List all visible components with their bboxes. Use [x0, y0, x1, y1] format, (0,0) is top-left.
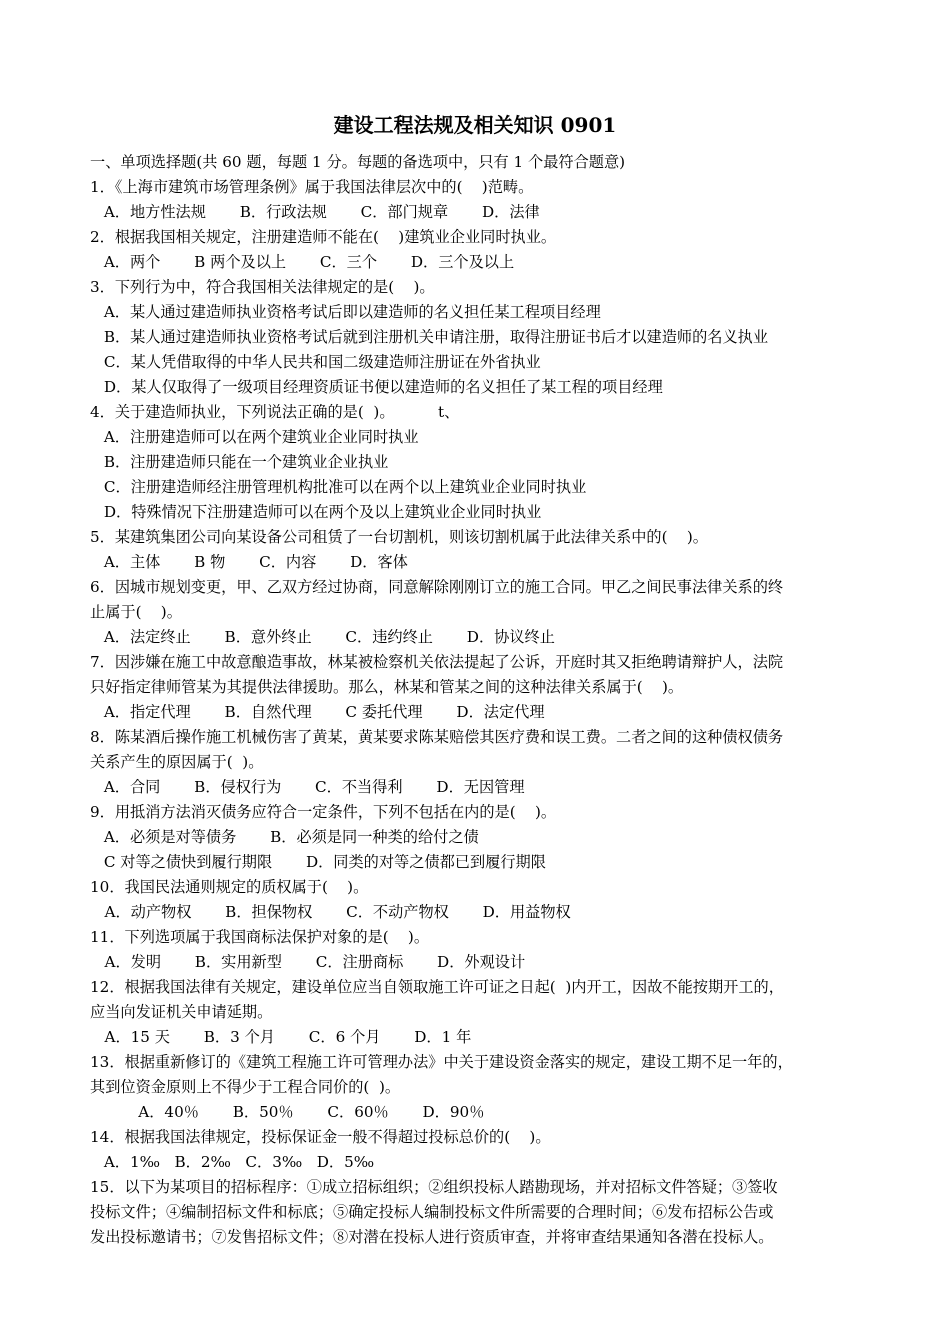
answer-option: D．特殊情况下注册建造师可以在两个及以上建筑业企业同时执业 [99, 503, 542, 521]
answer-option: C．某人凭借取得的中华人民共和国二级建造师注册证在外省执业 [99, 353, 541, 371]
answer-options: C 对等之债快到履行期限 D．同类的对等之债都已到履行期限 [99, 853, 546, 871]
answer-options: A．主体 B 物 C．内容 D．客体 [99, 553, 408, 571]
answer-option: A．某人通过建造师执业资格考试后即以建造师的名义担任某工程项目经理 [99, 303, 601, 321]
question-text: 2．根据我国相关规定，注册建造师不能在( )建筑业企业同时执业。 [90, 228, 557, 246]
document-title: 建设工程法规及相关知识 0901 [333, 113, 617, 137]
answer-option: B．某人通过建造师执业资格考试后就到注册机关申请注册，取得注册证书后才以建造师的名义执业 [99, 328, 769, 346]
answer-options: A．指定代理 B．自然代理 C 委托代理 D．法定代理 [99, 703, 545, 721]
answer-options: A．15 天 B．3 个月 C．6 个月 D．1 年 [90, 1028, 472, 1046]
answer-options: A．必须是对等债务 B．必须是同一种类的给付之债 [99, 828, 479, 846]
answer-option: C．注册建造师经注册管理机构批准可以在两个以上建筑业企业同时执业 [99, 478, 587, 496]
answer-options: A．两个 B 两个及以上 C．三个 D．三个及以上 [99, 253, 515, 271]
answer-option: A．注册建造师可以在两个建筑业企业同时执业 [99, 428, 419, 446]
question-text: 13．根据重新修订的《建筑工程施工许可管理办法》中关于建设资金落实的规定，建设工期不足一年的， [90, 1053, 793, 1071]
question-text: 14．根据我国法律规定，投标保证金一般不得超过投标总价的( )。 [90, 1128, 551, 1146]
question-text-continued: 投标文件；④编制招标文件和标底；⑤确定投标人编制投标文件所需要的合理时间；⑥发布招标公告或 [90, 1203, 774, 1221]
question-text-continued: 应当向发证机关申请延期。 [90, 1003, 273, 1021]
question-text: 4．关于建造师执业，下列说法正确的是( )。 t、 [90, 403, 460, 421]
answer-options: A．合同 B．侵权行为 C．不当得利 D．无因管理 [99, 778, 525, 796]
question-text: 1．《上海市建筑市场管理条例》属于我国法律层次中的( )范畴。 [90, 178, 534, 196]
answer-option: B．注册建造师只能在一个建筑业企业执业 [99, 453, 389, 471]
answer-option: D．某人仅取得了一级项目经理资质证书便以建造师的名义担任了某工程的项目经理 [99, 378, 663, 396]
question-text: 3．下列行为中，符合我国相关法律规定的是( )。 [90, 278, 435, 296]
question-text: 8．陈某酒后操作施工机械伤害了黄某，黄某要求陈某赔偿其医疗费和误工费。二者之间的这种债权债务 [90, 728, 784, 746]
question-text: 10．我国民法通则规定的质权属于( )。 [90, 878, 369, 896]
question-text: 6．因城市规划变更，甲、乙双方经过协商，同意解除刚刚订立的施工合同。甲乙之间民事法律关系的终 [90, 578, 784, 596]
question-text-continued: 发出投标邀请书；⑦发售招标文件；⑧对潜在投标人进行资质审查，并将审查结果通知各潜在投标人。 [90, 1228, 774, 1246]
answer-options: A．地方性法规 B．行政法规 C．部门规章 D．法律 [99, 203, 540, 221]
question-text-continued: 关系产生的原因属于( )。 [90, 753, 264, 771]
answer-options: A．动产物权 B．担保物权 C．不动产物权 D．用益物权 [90, 903, 571, 921]
section-heading: 一、单项选择题(共 60 题，每题 1 分。每题的备选项中，只有 1 个最符合题意) [90, 153, 626, 171]
answer-options: A．发明 B．实用新型 C．注册商标 D．外观设计 [90, 953, 526, 971]
answer-options: A．1‰ B．2‰ C．3‰ D．5‰ [99, 1153, 375, 1171]
question-text-continued: 其到位资金原则上不得少于工程合同价的( )。 [90, 1078, 401, 1096]
question-text: 11．下列选项属于我国商标法保护对象的是( )。 [90, 928, 430, 946]
question-text: 7．因涉嫌在施工中故意酿造事故，林某被检察机关依法提起了公诉，开庭时其又拒绝聘请辩护人，法院 [90, 653, 784, 671]
answer-options: A．40％ B．50％ C．60％ D．90％ [90, 1103, 485, 1121]
question-text: 12．根据我国法律有关规定，建设单位应当自领取施工许可证之日起( )内开工，因故不能按期开工的， [90, 978, 784, 996]
answer-options: A．法定终止 B．意外终止 C．违约终止 D．协议终止 [99, 628, 555, 646]
question-text-continued: 只好指定律师管某为其提供法律援助。那么，林某和管某之间的这种法律关系属于( )。 [90, 678, 684, 696]
question-text: 5．某建筑集团公司向某设备公司租赁了一台切割机，则该切割机属于此法律关系中的( )。 [90, 528, 708, 546]
question-text-continued: 止属于( )。 [90, 603, 182, 621]
question-text: 9．用抵消方法消灭债务应符合一定条件，下列不包括在内的是( )。 [90, 803, 557, 821]
question-text: 15．以下为某项目的招标程序：①成立招标组织；②组织投标人踏勘现场，并对招标文件答疑；③签收 [90, 1178, 778, 1196]
